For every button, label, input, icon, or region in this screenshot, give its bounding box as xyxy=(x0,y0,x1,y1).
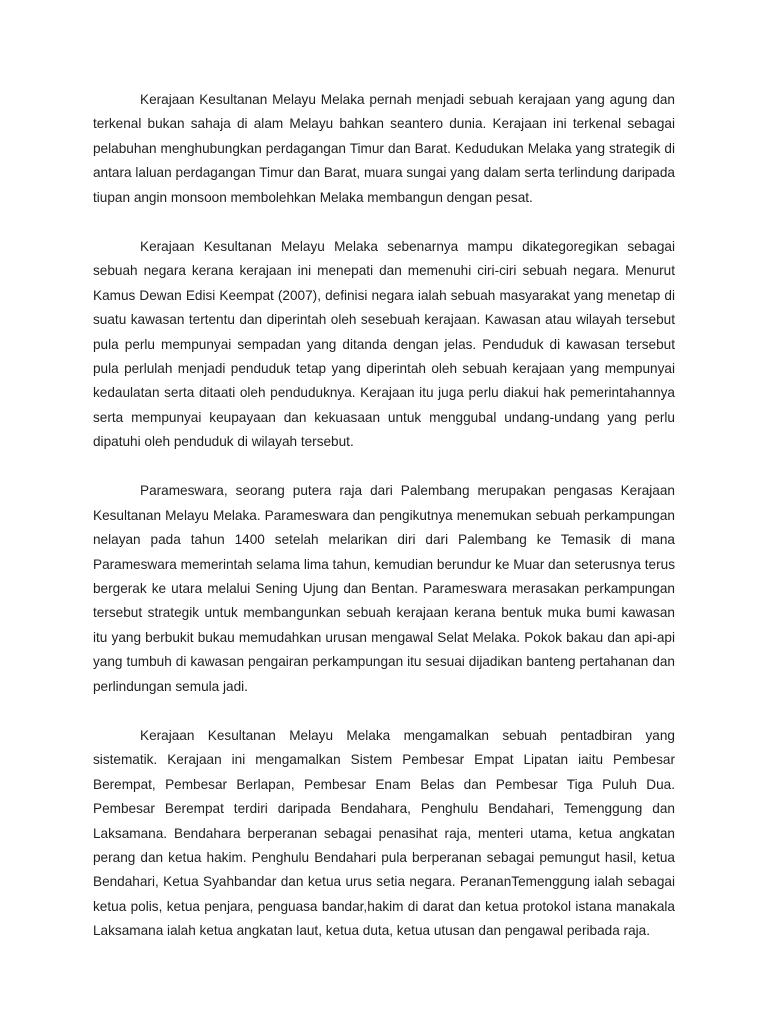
paragraph-1: Kerajaan Kesultanan Melayu Melaka pernah menjadi sebuah kerajaan yang agung dan terkenal bukan sahaja di alam Melayu bahkan seantero dunia. Kerajaan ini terkenal sebagai pelabuhan menghubungkan perdagangan Timur dan Barat. Kedudukan Melaka yang strategik di antara laluan perdagangan Timur dan Barat, muara sungai yang dalam serta terlindung daripada tiupan angin monsoon membolehkan Melaka membangun dengan pesat. xyxy=(93,92,675,205)
paragraph-2: Kerajaan Kesultanan Melayu Melaka sebenarnya mampu dikategoregikan sebagai sebuah negara kerana kerajaan ini menepati dan memenuhi ciri-ciri sebuah negara. Menurut Kamus Dewan Edisi Keempat (2007), definisi negara ialah sebuah masyarakat yang menetap di suatu kawasan tertentu dan diperintah oleh sesebuah kerajaan. Kawasan atau wilayah tersebut pula perlu mempunyai sempadan yang ditanda dengan jelas. Penduduk di kawasan tersebut pula perlulah menjadi penduduk tetap yang diperintah oleh sebuah kerajaan yang mempunyai kedaulatan serta ditaati oleh penduduknya. Kerajaan itu juga perlu diakui hak pemerintahannya serta mempunyai keupayaan dan kekuasaan untuk menggubal undang-undang yang perlu dipatuhi oleh penduduk di wilayah tersebut. xyxy=(93,238,675,450)
paragraph-4: Kerajaan Kesultanan Melayu Melaka mengamalkan sebuah pentadbiran yang sistematik. Kerajaan ini mengamalkan Sistem Pembesar Empat Lipatan iaitu Pembesar Berempat, Pembesar Berlapan, Pembesar Enam Belas dan Pembesar Tiga Puluh Dua. Pembesar Berempat terdiri daripada Bendahara, Penghulu Bendahari, Temenggung dan Laksamana. Bendahara berperanan sebagai penasihat raja, menteri utama, ketua angkatan perang dan ketua hakim. Penghulu Bendahari pula berperanan sebagai pemungut hasil, ketua Bendahari, Ketua Syahbandar dan ketua urus setia negara. PerananTemenggung ialah sebagai ketua polis, ketua penjara, penguasa bandar,hakim di darat dan ketua protokol istana manakala Laksamana ialah ketua angkatan laut, ketua duta, ketua utusan dan pengawal peribada raja. xyxy=(93,727,675,939)
paragraph-3: Parameswara, seorang putera raja dari Palembang merupakan pengasas Kerajaan Kesultanan Melayu Melaka. Parameswara dan pengikutnya menemukan sebuah perkampungan nelayan pada tahun 1400 setelah melarikan diri dari Palembang ke Temasik di mana Parameswara memerintah selama lima tahun, kemudian berundur ke Muar dan seterusnya terus bergerak ke utara melalui Sening Ujung dan Bentan. Parameswara merasakan perkampungan tersebut strategik untuk membangunkan sebuah kerajaan kerana bentuk muka bumi kawasan itu yang berbukit bukau memudahkan urusan mengawal Selat Melaka. Pokok bakau dan api-api yang tumbuh di kawasan pengairan perkampungan itu sesuai dijadikan banteng pertahanan dan perlindungan semula jadi. xyxy=(93,483,675,694)
document-page xyxy=(93,88,675,944)
